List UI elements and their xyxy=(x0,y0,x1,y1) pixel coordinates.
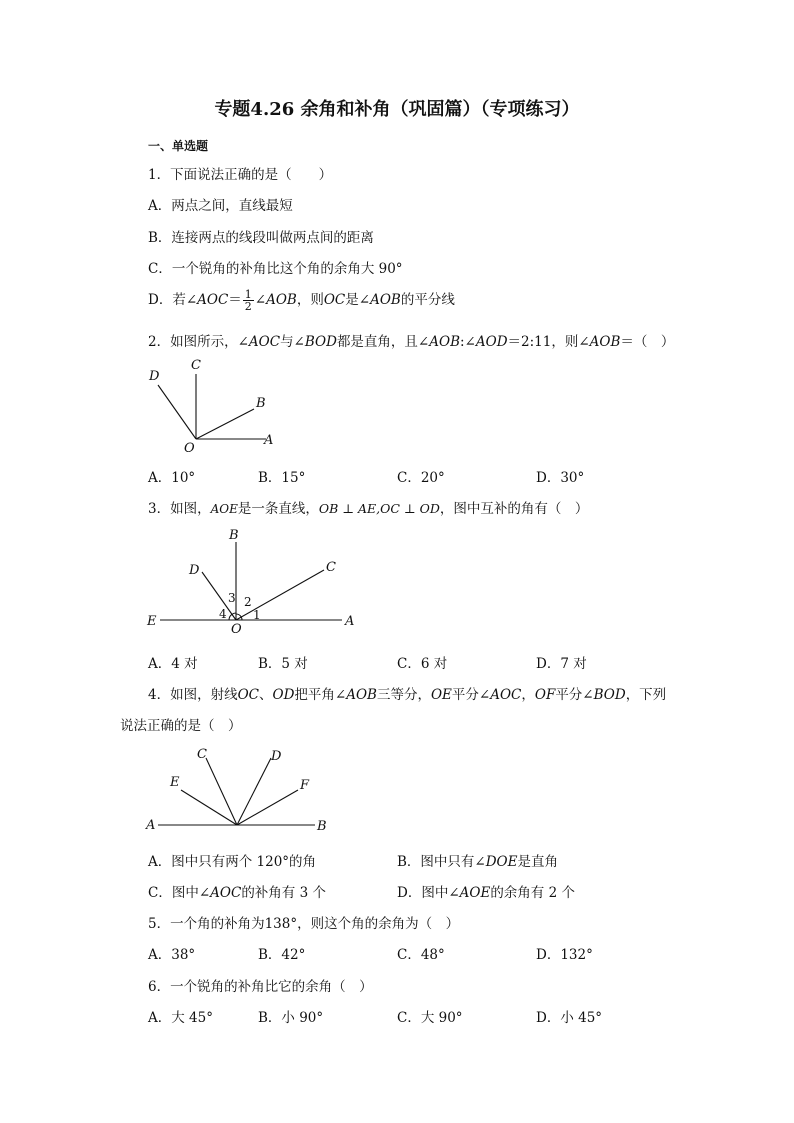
label-c: C xyxy=(197,747,207,762)
q4-stem-line1: 4．如图，射线OC、OD把平角∠AOB三等分，OE平分∠AOC，OF平分∠BOD，下列 xyxy=(148,687,667,703)
ray-od xyxy=(158,385,196,439)
section-heading: 一、单选题 xyxy=(148,139,209,153)
q5-option-b: B．42° xyxy=(258,947,306,963)
q5-option-c: C．48° xyxy=(397,947,445,963)
angle-arc-3 xyxy=(232,613,236,614)
page-title: 专题4.26 余角和补角（巩固篇）（专项练习） xyxy=(214,99,580,120)
q2-option-c: C．20° xyxy=(397,470,445,486)
ray-ob xyxy=(196,409,254,439)
q2-option-b: B．15° xyxy=(258,470,306,486)
q1-option-a: A．两点之间，直线最短 xyxy=(148,198,293,214)
q6-option-a: A．大 45° xyxy=(148,1010,213,1026)
label-o: O xyxy=(231,622,242,637)
q1-option-c: C．一个锐角的补角比这个角的余角大 90° xyxy=(148,261,403,277)
label-b: B xyxy=(229,528,239,543)
q2-option-d: D．30° xyxy=(536,470,585,486)
q3-option-b: B．5 对 xyxy=(258,656,308,672)
label-b: B xyxy=(256,396,266,411)
q3-figure xyxy=(140,522,370,640)
q4-option-c: C．图中∠AOC的补角有 3 个 xyxy=(148,885,326,901)
label-e: E xyxy=(147,614,157,629)
q4-option-b: B．图中只有∠DOE是直角 xyxy=(397,854,558,870)
label-f: F xyxy=(300,778,310,793)
label-c: C xyxy=(191,358,201,373)
q1-option-b: B．连接两点的线段叫做两点间的距离 xyxy=(148,230,374,246)
q1-option-d: D．若∠AOC＝ $\frac{1}{2}$ ∠AOB，则OC是∠AOB的平分线 xyxy=(148,288,455,313)
q3-option-a: A．4 对 xyxy=(148,656,198,672)
label-a: A xyxy=(146,818,156,833)
angle-label-4: 4 xyxy=(219,607,227,621)
label-a: A xyxy=(264,433,274,448)
q6-option-b: B．小 90° xyxy=(258,1010,324,1026)
q1-stem: 1．下面说法正确的是（ ） xyxy=(148,167,333,183)
q4-figure xyxy=(140,740,340,840)
label-d: D xyxy=(271,749,282,764)
label-b: B xyxy=(317,819,327,834)
label-d: D xyxy=(189,563,200,578)
q2-option-a: A．10° xyxy=(148,470,196,486)
q2-figure xyxy=(140,352,290,462)
q3-option-d: D．7 对 xyxy=(536,656,587,672)
q6-option-c: C．大 90° xyxy=(397,1010,463,1026)
q3-option-c: C．6 对 xyxy=(397,656,448,672)
label-a: A xyxy=(345,614,355,629)
angle-arc-4 xyxy=(229,614,232,620)
q6-stem: 6．一个锐角的补角比它的余角（ ） xyxy=(148,979,373,995)
angle-label-3: 3 xyxy=(228,591,236,605)
label-e: E xyxy=(170,775,180,790)
q6-option-d: D．小 45° xyxy=(536,1010,603,1026)
angle-label-2: 2 xyxy=(244,595,252,609)
fraction-one-half: $\frac{1}{2}$ xyxy=(244,288,252,313)
q4-option-a: A．图中只有两个 120°的角 xyxy=(148,854,317,870)
angle-arc-2 xyxy=(236,614,241,617)
q3-stem: 3．如图，AOE是一条直线，OB ⊥ AE,OC ⊥ OD，图中互补的角有（ ） xyxy=(148,501,589,517)
q4-stem-line2: 说法正确的是（ ） xyxy=(120,718,242,734)
label-c: C xyxy=(326,560,336,575)
q4-option-d: D．图中∠AOE的余角有 2 个 xyxy=(397,885,575,901)
q5-option-d: D．132° xyxy=(536,947,593,963)
label-d: D xyxy=(149,369,160,384)
angle-label-1: 1 xyxy=(253,608,261,622)
q5-option-a: A．38° xyxy=(148,947,196,963)
q2-stem: 2．如图所示，∠AOC与∠BOD都是直角，且∠AOB:∠AOD＝2:11，则∠AOB＝（ ） xyxy=(148,334,675,350)
label-o: O xyxy=(184,441,195,456)
q5-stem: 5．一个角的补角为138°，则这个角的余角为（ ） xyxy=(148,916,460,932)
